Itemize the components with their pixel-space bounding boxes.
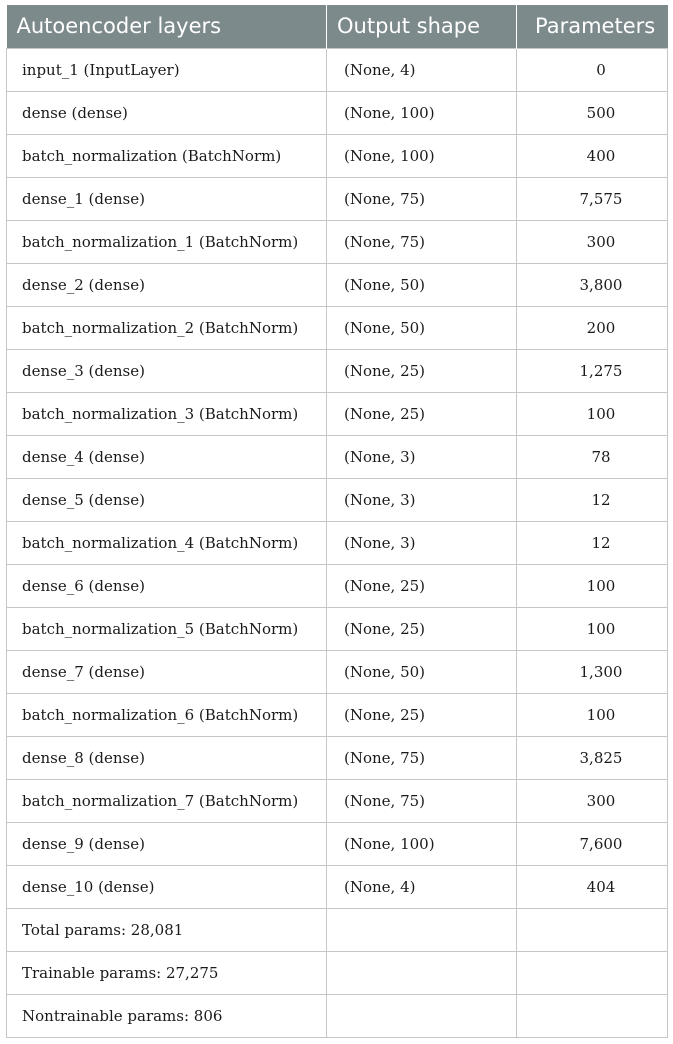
header-row — [7, 5, 668, 48]
summary-row — [7, 951, 668, 994]
summary-text-cell: Nontrainable params: 806 — [7, 994, 327, 1037]
parameters-cell: 0 — [517, 48, 668, 91]
parameters-cell: 1,300 — [517, 650, 668, 693]
output-shape-cell: (None, 50) — [327, 306, 517, 349]
table-row — [7, 435, 668, 478]
layer-name-cell: input_1 (InputLayer) — [7, 48, 327, 91]
table-row — [7, 521, 668, 564]
table-row — [7, 822, 668, 865]
layer-name-cell: batch_normalization_3 (BatchNorm) — [7, 392, 327, 435]
table-row — [7, 693, 668, 736]
table-row — [7, 736, 668, 779]
output-shape-cell: (None, 100) — [327, 91, 517, 134]
parameters-cell: 12 — [517, 478, 668, 521]
output-shape-cell: (None, 25) — [327, 392, 517, 435]
parameters-cell: 3,800 — [517, 263, 668, 306]
header-layer: Autoencoder layers — [7, 5, 327, 48]
output-shape-cell: (None, 75) — [327, 736, 517, 779]
header-output-shape: Output shape — [327, 5, 517, 48]
table-row — [7, 134, 668, 177]
parameters-cell: 1,275 — [517, 349, 668, 392]
table-row — [7, 349, 668, 392]
summary-text-cell: Trainable params: 27,275 — [7, 951, 327, 994]
table-row — [7, 91, 668, 134]
table-row — [7, 478, 668, 521]
layer-name-cell: dense_4 (dense) — [7, 435, 327, 478]
output-shape-cell: (None, 75) — [327, 177, 517, 220]
parameters-cell: 100 — [517, 607, 668, 650]
output-shape-cell: (None, 100) — [327, 822, 517, 865]
parameters-cell: 100 — [517, 693, 668, 736]
table-row — [7, 779, 668, 822]
summary-text-cell: Total params: 28,081 — [7, 908, 327, 951]
parameters-cell: 200 — [517, 306, 668, 349]
layer-name-cell: batch_normalization (BatchNorm) — [7, 134, 327, 177]
output-shape-cell: (None, 25) — [327, 607, 517, 650]
output-shape-cell: (None, 100) — [327, 134, 517, 177]
empty-cell — [517, 951, 668, 994]
output-shape-cell: (None, 25) — [327, 564, 517, 607]
parameters-cell: 7,575 — [517, 177, 668, 220]
layer-name-cell: batch_normalization_1 (BatchNorm) — [7, 220, 327, 263]
table-row — [7, 177, 668, 220]
table-body — [7, 48, 668, 1037]
layer-name-cell: batch_normalization_5 (BatchNorm) — [7, 607, 327, 650]
output-shape-cell: (None, 75) — [327, 779, 517, 822]
empty-cell — [327, 908, 517, 951]
parameters-cell: 78 — [517, 435, 668, 478]
layer-name-cell: dense_1 (dense) — [7, 177, 327, 220]
summary-row — [7, 908, 668, 951]
layer-name-cell: dense_9 (dense) — [7, 822, 327, 865]
table-row — [7, 650, 668, 693]
table-row — [7, 48, 668, 91]
table-row — [7, 306, 668, 349]
parameters-cell: 300 — [517, 220, 668, 263]
output-shape-cell: (None, 25) — [327, 349, 517, 392]
parameters-cell: 100 — [517, 392, 668, 435]
layer-name-cell: batch_normalization_7 (BatchNorm) — [7, 779, 327, 822]
header-parameters: Parameters — [517, 5, 668, 48]
empty-cell — [517, 908, 668, 951]
table-row — [7, 564, 668, 607]
output-shape-cell: (None, 3) — [327, 478, 517, 521]
parameters-cell: 400 — [517, 134, 668, 177]
output-shape-cell: (None, 4) — [327, 865, 517, 908]
table-row — [7, 607, 668, 650]
output-shape-cell: (None, 25) — [327, 693, 517, 736]
output-shape-cell: (None, 3) — [327, 435, 517, 478]
layer-name-cell: dense_3 (dense) — [7, 349, 327, 392]
table-row — [7, 865, 668, 908]
layer-name-cell: batch_normalization_2 (BatchNorm) — [7, 306, 327, 349]
table-row — [7, 220, 668, 263]
layer-name-cell: dense_8 (dense) — [7, 736, 327, 779]
parameters-cell: 404 — [517, 865, 668, 908]
output-shape-cell: (None, 50) — [327, 650, 517, 693]
output-shape-cell: (None, 50) — [327, 263, 517, 306]
layer-name-cell: dense_10 (dense) — [7, 865, 327, 908]
output-shape-cell: (None, 75) — [327, 220, 517, 263]
output-shape-cell: (None, 3) — [327, 521, 517, 564]
parameters-cell: 3,825 — [517, 736, 668, 779]
autoencoder-layers-table — [6, 5, 668, 1038]
layer-name-cell: dense_5 (dense) — [7, 478, 327, 521]
layer-name-cell: dense_7 (dense) — [7, 650, 327, 693]
layer-name-cell: batch_normalization_4 (BatchNorm) — [7, 521, 327, 564]
output-shape-cell: (None, 4) — [327, 48, 517, 91]
layer-name-cell: dense (dense) — [7, 91, 327, 134]
layer-name-cell: dense_2 (dense) — [7, 263, 327, 306]
table-row — [7, 263, 668, 306]
parameters-cell: 300 — [517, 779, 668, 822]
summary-row — [7, 994, 668, 1037]
parameters-cell: 100 — [517, 564, 668, 607]
layer-name-cell: dense_6 (dense) — [7, 564, 327, 607]
empty-cell — [327, 994, 517, 1037]
layer-name-cell: batch_normalization_6 (BatchNorm) — [7, 693, 327, 736]
parameters-cell: 12 — [517, 521, 668, 564]
parameters-cell: 500 — [517, 91, 668, 134]
table-row — [7, 392, 668, 435]
parameters-cell: 7,600 — [517, 822, 668, 865]
empty-cell — [517, 994, 668, 1037]
empty-cell — [327, 951, 517, 994]
